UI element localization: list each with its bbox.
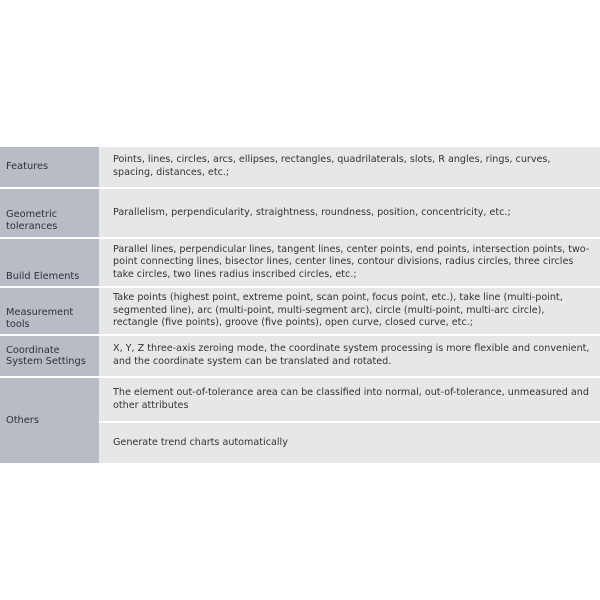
table-row-coordinate-system xyxy=(0,335,600,377)
row-label-geometric-tolerances: Geometric tolerances xyxy=(0,188,99,238)
row-label-others: Others xyxy=(0,377,99,464)
row-value-coordinate-system: X, Y, Z three-axis zeroing mode, the coordinate system processing is more flexible and convenient, and the coordinate system can be translated and rotated. xyxy=(99,335,600,377)
row-value-geometric-tolerances: Parallelism, perpendicularity, straightness, roundness, position, concentricity, etc.; xyxy=(99,188,600,238)
row-label-measurement-tools: Measurement tools xyxy=(0,287,99,335)
row-label-coordinate-system: Coordinate System Settings xyxy=(0,335,99,377)
table-row-features xyxy=(0,147,600,188)
row-label-features: Features xyxy=(0,147,99,188)
table-row-geometric-tolerances xyxy=(0,188,600,238)
row-value-features: Points, lines, circles, arcs, ellipses, rectangles, quadrilaterals, slots, R angles, rings, curves, spacing, distances, etc.; xyxy=(99,147,600,188)
row-value-measurement-tools: Take points (highest point, extreme point, scan point, focus point, etc.), take line (multi-point, segmented line), arc (multi-point, multi-segment arc), circle (multi-point, multi-arc circle), rectangle (five points), groove (five points), open curve, closed curve, etc.; xyxy=(99,287,600,335)
table-row-build-elements xyxy=(0,238,600,287)
row-label-build-elements: Build Elements xyxy=(0,238,99,287)
specifications-table xyxy=(0,147,600,465)
row-value-others-trend-charts: Generate trend charts automatically xyxy=(99,422,600,464)
row-value-build-elements: Parallel lines, perpendicular lines, tangent lines, center points, end points, intersection points, two-point connecting lines, bisector lines, center lines, contour divisions, radius circles, three circles take circles, two lines radius inscribed circles, etc.; xyxy=(99,238,600,287)
table-row-measurement-tools xyxy=(0,287,600,335)
table-row-others xyxy=(0,377,600,422)
row-value-others-tolerance-areas: The element out-of-tolerance area can be classified into normal, out-of-tolerance, unmeasured and other attributes xyxy=(99,377,600,422)
